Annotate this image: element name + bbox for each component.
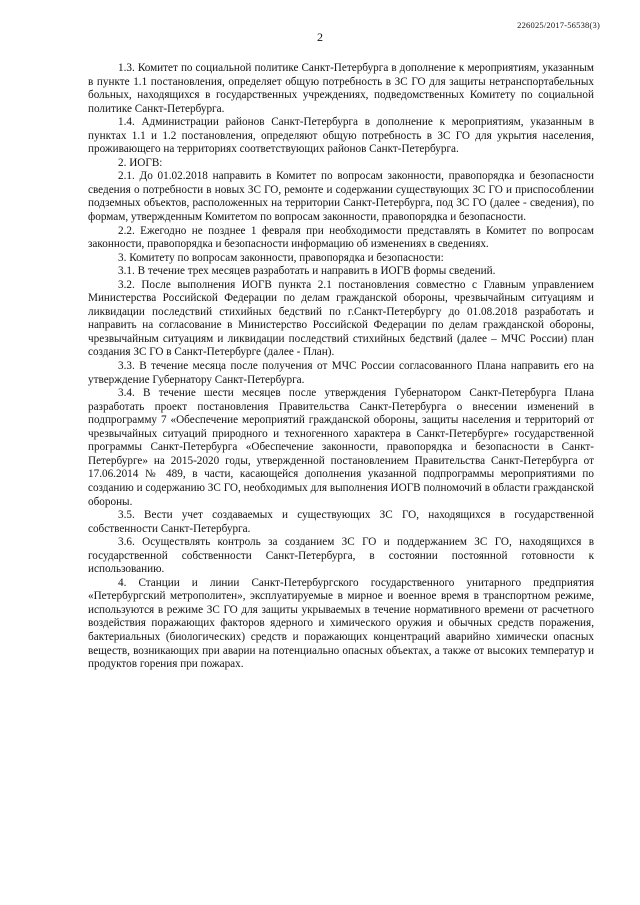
paragraph-2-1: 2.1. До 01.02.2018 направить в Комитет по вопросам законности, правопорядка и безопасности сведения о потребности в новых ЗС ГО, ремонте и содержании существующих ЗС ГО и приспособлении подземных объектов, расположенных на территории Санкт-Петербурга, под ЗС ГО (далее - сведения), по формам, утвержденным Комитетом по вопросам законности, правопорядка и безопасности. — [88, 170, 594, 224]
paragraph-2-2: 2.2. Ежегодно не позднее 1 февраля при необходимости представлять в Комитет по вопросам законности, правопорядка и безопасности информацию об изменениях в сведениях. — [88, 224, 594, 251]
page-number: 2 — [317, 30, 323, 44]
paragraph-3-1: 3.1. В течение трех месяцев разработать и направить в ИОГВ формы сведений. — [118, 265, 496, 278]
paragraph-1-4: 1.4. Администрации районов Санкт-Петербурга в дополнение к мероприятиям, указанным в пунктах 1.1 и 1.2 постановления, определяют общую потребность в ЗС ГО для укрытия населения, проживающего на территориях соответствующих районов Санкт-Петербурга. — [88, 116, 594, 156]
paragraph-4: 4. Станции и линии Санкт-Петербургского государственного унитарного предприятия «Петербургский метрополитен», эксплуатируемые в мирное и военное время в транспортном режиме, используются в режиме ЗС ГО для защиты укрываемых в течение нормативного времени от расчетного воздействия поражающих факторов ядерного и химического оружия и обычных средств поражения, бактериальных (биологических) средств и поражающих концентраций аварийно химически опасных веществ, возникающих при аварии на потенциально опасных объектах, а также от высоких температур и продуктов горения при пожарах. — [88, 576, 594, 671]
paragraph-3-5: 3.5. Вести учет создаваемых и существующих ЗС ГО, находящихся в государственной собственности Санкт-Петербурга. — [88, 509, 594, 535]
paragraph-3-4: 3.4. В течение шести месяцев после утверждения Губернатором Санкт-Петербурга Плана разработать проект постановления Правительства Санкт-Петербурга о внесении изменений в подпрограмму 7 «Обеспечение мероприятий гражданской обороны, защиты населения и территорий от чрезвычайных ситуаций природного и техногенного характера в Санкт-Петербурге» государственной программы Санкт-Петербурга «Обеспечение законности, правопорядка и безопасности в Санкт-Петербурге» на 2015-2020 годы, утвержденной постановлением Правительства Санкт-Петербурга от 17.06.2014 № 489, в части, касающейся дополнения указанной подпрограммы мероприятиями по созданию и содержанию ЗС ГО, необходимых для выполнения ИОГВ полномочий в области гражданской обороны. — [88, 387, 594, 508]
paragraph-3-2: 3.2. После выполнения ИОГВ пункта 2.1 постановления совместно с Главным управлением Министерства Российской Федерации по делам гражданской обороны, чрезвычайным ситуациям и ликвидации последствий стихийных бедствий по г.Санкт-Петербургу до 01.08.2018 разработать и направить на согласование в Министерство Российской Федерации по делам гражданской обороны, чрезвычайным ситуациям и ликвидации последствий стихийных бедствий (далее – МЧС России) план создания ЗС ГО в Санкт-Петербурге (далее - План). — [88, 278, 594, 359]
paragraph-2-heading: 2. ИОГВ: — [118, 156, 163, 169]
paragraph-3-heading: 3. Комитету по вопросам законности, правопорядка и безопасности: — [118, 251, 444, 264]
paragraph-3-3: 3.3. В течение месяца после получения от МЧС России согласованного Плана направить его на утверждение Губернатору Санкт-Петербурга. — [88, 360, 594, 386]
document-body — [88, 62, 594, 672]
document-registration-number: 226025/2017-56538(3) — [517, 20, 600, 30]
paragraph-3-6: 3.6. Осуществлять контроль за созданием ЗС ГО и поддержанием ЗС ГО, находящихся в государственной собственности Санкт-Петербурга, в состоянии постоянной готовности к использованию. — [88, 536, 594, 576]
paragraph-1-3: 1.3. Комитет по социальной политике Санкт-Петербурга в дополнение к мероприятиям, указанным в пункте 1.1 постановления, определяет общую потребность в ЗС ГО для защиты нетранспортабельных больных, находящихся в государственных учреждениях, подведомственных Комитету по социальной политике Санкт-Петербурга. — [88, 62, 594, 115]
